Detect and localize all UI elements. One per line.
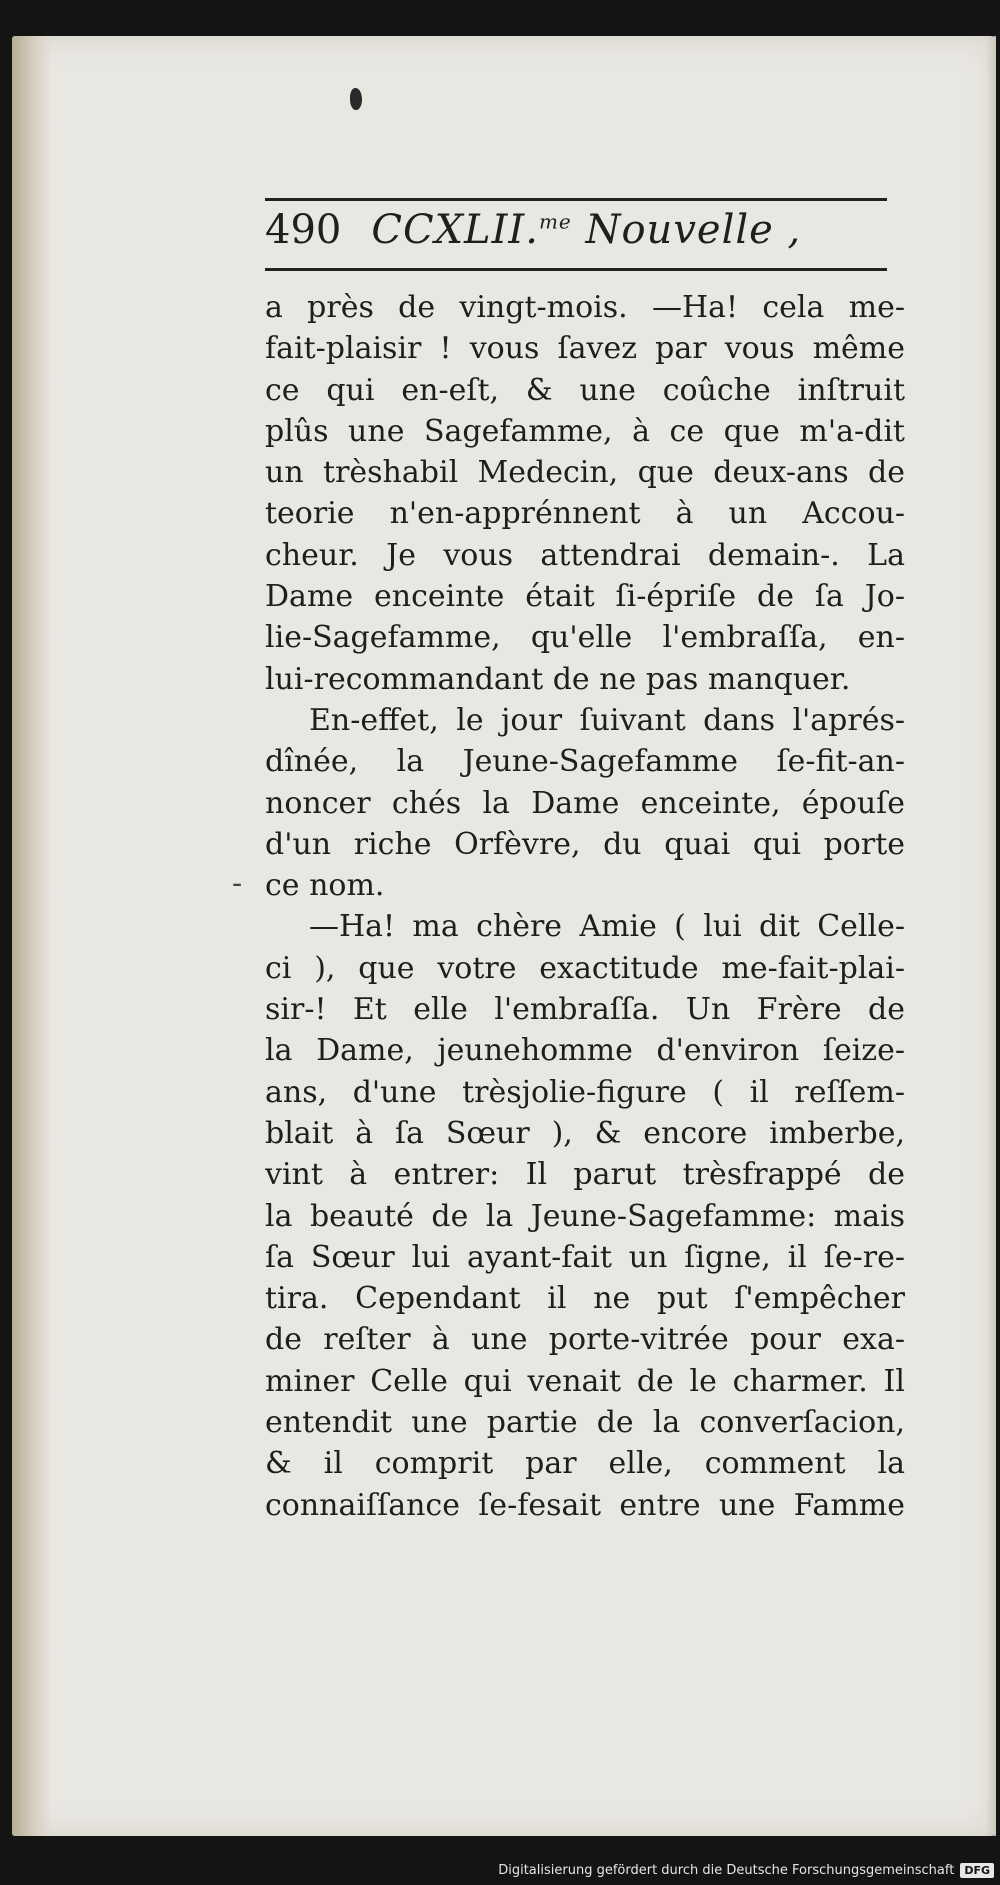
text-line: entendit une partie de la converſacion, [265, 1405, 905, 1441]
running-head-title: Nouvelle , [585, 207, 802, 253]
text-line: miner Celle qui venait de le charmer. Il [265, 1363, 905, 1399]
page-header [265, 207, 887, 267]
text-line: cheur. Je vous attendrai demain-. La [265, 537, 905, 573]
text-line: fait-plaisir ! vous ſavez par vous même [265, 331, 905, 367]
text-line: la Dame, jeunehomme d'environ ſeize- [265, 1033, 905, 1069]
text-line: ce qui en-eſt, & une coûche inſtruit [265, 372, 905, 408]
page-spine-shadow [12, 36, 52, 1836]
page-edge [986, 36, 996, 1836]
text-line: plûs une Sagefamme, à ce que m'a-dit [265, 413, 905, 449]
text-line: connaiſſance ſe-fesait entre une Famme [265, 1487, 905, 1523]
running-head-numeral: CCXLII. [371, 207, 539, 253]
header-rule-top [265, 198, 887, 201]
margin-mark: - [232, 866, 243, 901]
text-line: Dame enceinte était ſi-épriſe de ſa Jo- [265, 579, 905, 615]
text-line: sir-! Et elle l'embraſſa. Un Frère de [265, 992, 905, 1028]
dfg-logo: DFG [960, 1863, 994, 1878]
text-line: ce nom. [265, 868, 385, 904]
text-line: tira. Cependant il ne put ſ'empêcher [265, 1281, 905, 1317]
text-line: & il comprit par elle, comment la [265, 1446, 905, 1482]
text-line: vint à entrer: Il parut trèsfrappé de [265, 1157, 905, 1193]
text-line: teorie n'en-apprénnent à un Accou- [265, 496, 905, 532]
text-line: noncer chés la Dame enceinte, épouſe [265, 785, 905, 821]
text-line: la beauté de la Jeune-Sagefamme: mais [265, 1198, 905, 1234]
page-number: 490 [265, 207, 342, 253]
text-line: d'un riche Orfèvre, du quai qui porte [265, 826, 905, 862]
page-body-text [265, 287, 905, 1526]
text-line: un trèshabil Medecin, que deux-ans de [265, 455, 905, 491]
text-line: ans, d'une trèsjolie-figure ( il reſſem- [265, 1074, 905, 1110]
footer-credit: Digitalisierung gefördert durch die Deutsche Forschungsgemeinschaft [498, 1862, 955, 1878]
text-line: de reſter à une porte-vitrée pour exa- [265, 1322, 905, 1358]
running-head [371, 207, 801, 253]
text-line: dînée, la Jeune-Sagefamme ſe-fit-an- [265, 744, 905, 780]
text-line: lui-recommandant de ne pas manquer. [265, 661, 851, 697]
text-line: lie-Sagefamme, qu'elle l'embraſſa, en- [265, 620, 905, 656]
text-line: blait à ſa Sœur ), & encore imberbe, [265, 1115, 905, 1151]
header-rule-bottom [265, 268, 887, 271]
running-head-superscript: me [538, 209, 572, 234]
ink-blot [350, 88, 362, 110]
text-line: En-effet, le jour ſuivant dans l'aprés- [309, 702, 905, 738]
text-line: —Ha! ma chère Amie ( lui dit Celle- [309, 909, 905, 945]
digitization-footer [498, 1859, 994, 1881]
text-line: ſa Sœur lui ayant-fait un ſigne, il ſe-re- [265, 1239, 905, 1275]
text-line: a près de vingt-mois. —Ha! cela me- [265, 290, 905, 325]
text-line: ci ), que votre exactitude me-fait-plai- [265, 950, 905, 986]
